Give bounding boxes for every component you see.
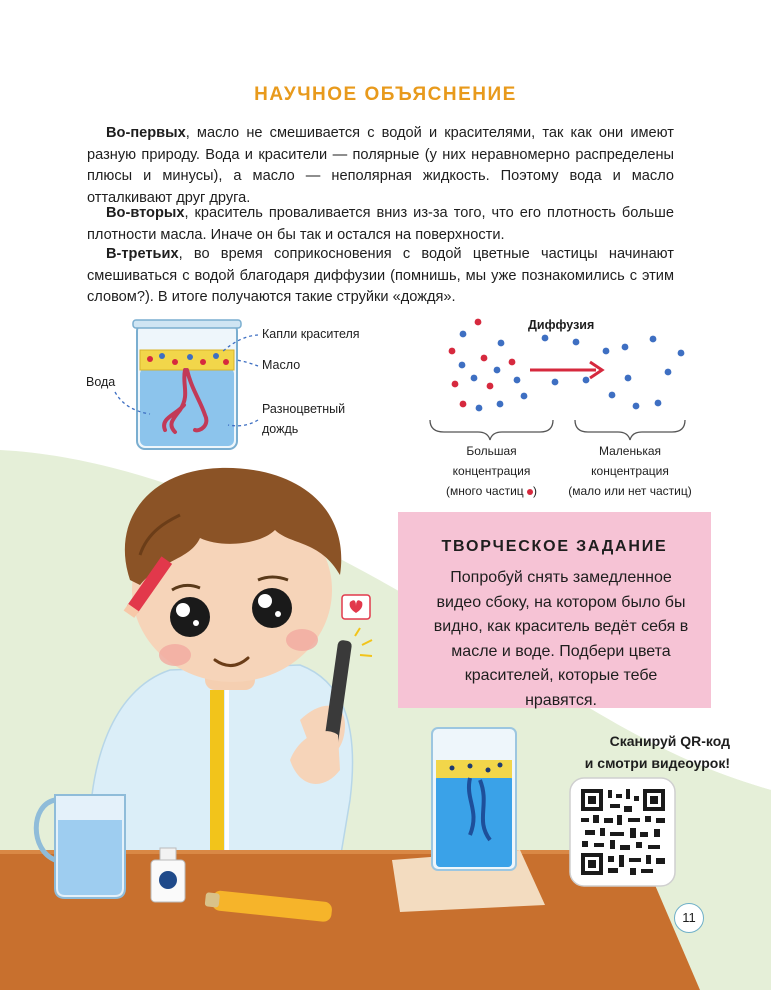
qr-prompt-line-1: Сканируй QR-код [609,733,730,749]
right-brace [575,420,685,440]
glass-diagram [115,320,258,449]
paragraph-lead: Во-вторых [106,205,185,221]
page-number: 11 [674,903,704,933]
caption-text: ) [533,484,537,498]
paragraph-text: , масло не смешивается с водой и красителями, так как они имеют разную природу. Вода и красители — полярные (у них неравномерно распределены плюсы и минусы), а масло — неполярная жидкость. Поэтому вода и масло отталкивают друг друга. [87,125,674,206]
creative-task-title: ТВОРЧЕСКОЕ ЗАДАНИЕ [441,538,668,555]
caption-line: Маленькая [598,444,662,458]
paragraph-text: , во время соприкосновения с водой цветные частицы начинают смешиваться с водой благодаря диффузии (помнишь, мы уже познакомились с этим словом?). В итоге получаются такие струйки «дождя». [87,246,674,305]
caption-line: концентрация [452,464,531,478]
diffusion-title: Диффузия [528,318,595,332]
diffusion-right-caption [555,441,705,501]
caption-text: (много частиц [445,484,524,498]
page-title: НАУЧНОЕ ОБЪЯСНЕНИЕ [254,84,517,105]
label-dye-drops: Капли красителя [262,327,360,341]
caption-line: концентрация [591,464,669,478]
creative-task-text: Попробуй снять замедленное видео сбоку, на котором было бы видно, как краситель ведёт себя в масле и воде. Подбери цвета красителей, которые тебе нравятся. [433,569,689,709]
label-oil: Масло [262,358,301,372]
label-rain-1: Разноцветный [262,402,346,416]
paragraph-3 [87,244,674,309]
diffusion-dots [449,319,685,412]
qr-prompt-line-2: и смотри видеоурок! [584,755,730,771]
qr-code [570,778,675,886]
caption-line: Большая [466,444,517,458]
diffusion-left-caption [420,441,563,501]
label-water: Вода [86,375,116,389]
paragraph-lead: Во-первых [106,125,186,141]
paragraph-lead: В-третьих [106,246,179,262]
qr-prompt [530,730,730,774]
caption-line [420,481,563,501]
paragraph-text: , краситель проваливается вниз из-за того, что его плотность больше плотности масла. Иначе он бы так и остался на поверхности. [87,205,674,243]
left-brace [430,420,553,440]
paragraph-2 [87,203,674,246]
paragraph-1 [87,123,674,209]
label-rain-2: дождь [262,422,299,436]
caption-line: (мало или нет частиц) [568,484,692,498]
diffusion-arrow [530,362,602,378]
